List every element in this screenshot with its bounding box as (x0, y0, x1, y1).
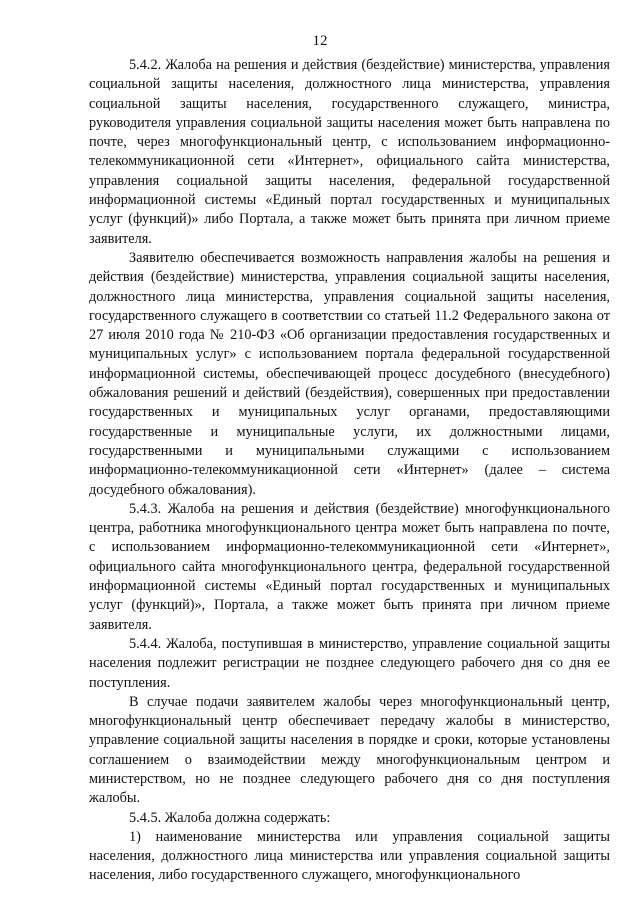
paragraph-5-4-2: 5.4.2. Жалоба на решения и действия (бездействие) министерства, управления социальной защиты населения, должностного лица министерства, управления социальной защиты населения, государственного служащего, министра, руководителя управления социальной защиты населения может быть направлена по почте, через многофункциональный центр, с использованием информационно-телекоммуникационной сети «Интернет», официального сайта министерства, управления социальной защиты населения, федеральной государственной информационной системы «Единый портал государственных и муниципальных услуг (функций)» либо Портала, а также может быть принята при личном приеме заявителя. (89, 57, 610, 247)
paragraph-complaint-system: Заявителю обеспечивается возможность направления жалобы на решения и действия (бездействие) министерства, управления социальной защиты населения, должностного лица министерства, управления социальной защиты населения, государственного служащего в соответствии со статьей 11.2 Федерального закона от 27 июля 2010 года № 210-ФЗ «Об организации предоставления государственных и муниципальных услуг» с использованием портала федеральной государственной информационной системы, обеспечивающей процесс досудебного (внесудебного) обжалования решений и действий (бездействия), совершенных при предоставлении государственных и муниципальных услуг органами, предоставляющими государственные и муниципальные услуги, их должностными лицами, государственными и муниципальными служащими с использованием информационно-телекоммуникационной сети «Интернет» (далее – система досудебного обжалования). (89, 249, 610, 498)
paragraph-5-4-3: 5.4.3. Жалоба на решения и действия (бездействие) многофункционального центра, работника многофункционального центра может быть направлена по почте, с использованием информационно-телекоммуникационной сети «Интернет», официального сайта многофункционального центра, федеральной государственной информационной системы «Единый портал государственных и муниципальных услуг (функций)», Портала, а также может быть принята при личном приеме заявителя. (89, 500, 610, 633)
document-body (89, 56, 610, 886)
paragraph-mfc-transfer: В случае подачи заявителем жалобы через многофункциональный центр, многофункциональный центр обеспечивает передачу жалобы в министерство, управление социальной защиты населения в порядке и сроки, которые установлены соглашением о взаимодействии между многофункциональным центром и министерством, но не позднее следующего рабочего дня со дня поступления жалобы. (89, 693, 610, 807)
paragraph-5-4-4: 5.4.4. Жалоба, поступившая в министерство, управление социальной защиты населения подлежит регистрации не позднее следующего рабочего дня со дня ее поступления. (89, 635, 610, 691)
paragraph-item-1: 1) наименование министерства или управления социальной защиты населения, должностного лица министерства или управления социальной защиты населения, либо государственного служащего, многофункционального (89, 828, 610, 884)
page-number: 12 (312, 33, 328, 49)
paragraph-5-4-5: 5.4.5. Жалоба должна содержать: (129, 809, 331, 826)
